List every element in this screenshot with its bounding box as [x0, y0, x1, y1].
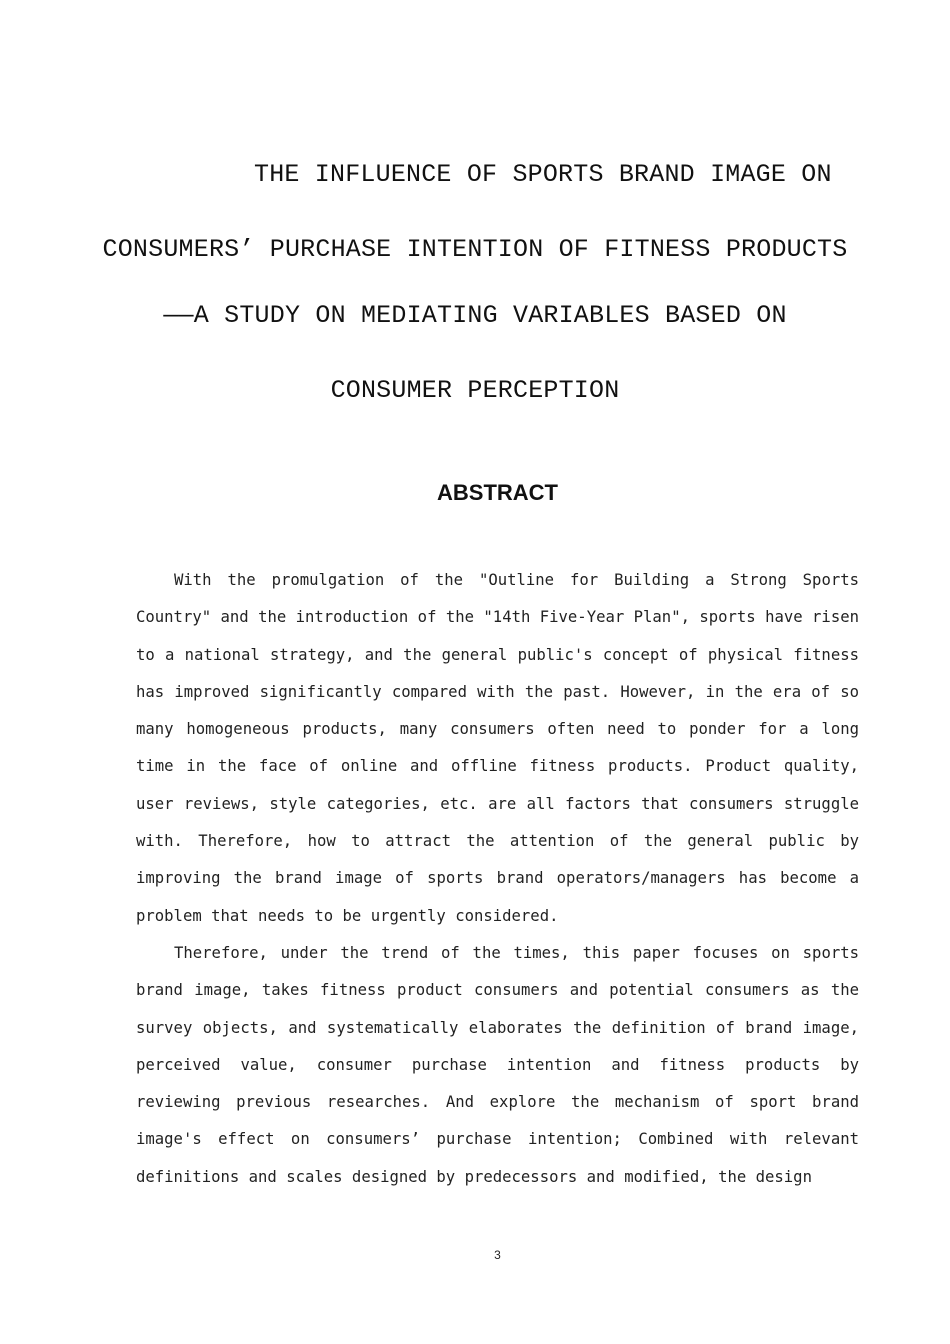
abstract-body	[136, 562, 859, 1196]
page-number: 3	[494, 1248, 501, 1262]
title-line-2: CONSUMERS’ PURCHASE INTENTION OF FITNESS PRODUCTS	[102, 235, 848, 264]
title-line-3: ——A STUDY ON MEDIATING VARIABLES BASED ON	[163, 301, 787, 330]
abstract-heading: ABSTRACT	[437, 480, 558, 505]
title-line-1: THE INFLUENCE OF SPORTS BRAND IMAGE ON	[254, 160, 832, 189]
abstract-paragraph-2: Therefore, under the trend of the times, this paper focuses on sports brand image, takes fitness product consumers and potential consumers as the survey objects, and systematically elaborates the definition of brand image, perceived value, consumer purchase intention and fitness products by reviewing previous researches. And explore the mechanism of sport brand image's effect on consumers’ purchase intention; Combined with relevant definitions and scales designed by predecessors and modified, the design	[136, 943, 859, 1186]
title-line-4: CONSUMER PERCEPTION	[330, 376, 620, 405]
abstract-paragraph-1: With the promulgation of the "Outline for Building a Strong Sports Country" and the introduction of the "14th Five-Year Plan", sports have risen to a national strategy, and the general public's concept of physical fitness has improved significantly compared with the past. However, in the era of so many homogeneous products, many consumers often need to ponder for a long time in the face of online and offline fitness products. Product quality, user reviews, style categories, etc. are all factors that consumers struggle with. Therefore, how to attract the attention of the general public by improving the brand image of sports brand operators/managers has become a problem that needs to be urgently considered.	[136, 571, 859, 925]
